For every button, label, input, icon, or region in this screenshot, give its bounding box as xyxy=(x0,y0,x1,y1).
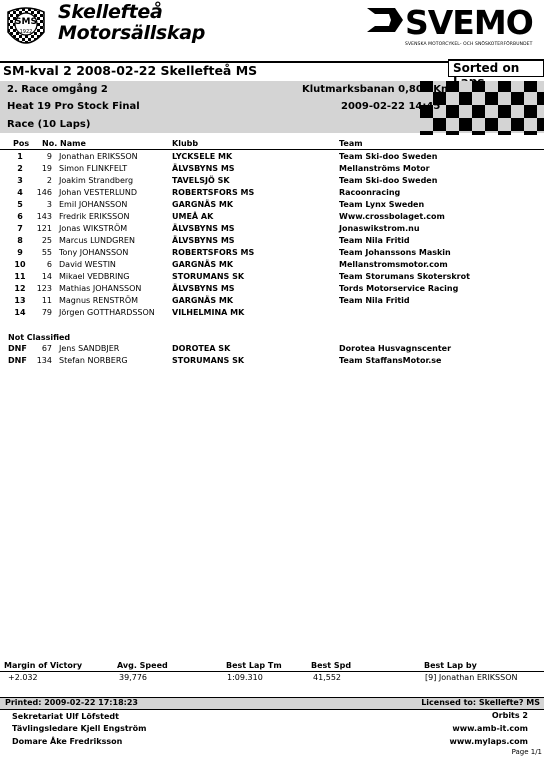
row-club: ÄLVSBYNS MS xyxy=(172,224,235,233)
row-team: Mellanstromsmotor.com xyxy=(339,260,448,269)
not-classified-title: Not Classified xyxy=(8,333,71,342)
row-club: STORUMANS SK xyxy=(172,356,245,365)
row-club: ROBERTSFORS MS xyxy=(172,188,255,197)
club-logo-year: 1922 xyxy=(19,29,33,35)
row-team: Team Lynx Sweden xyxy=(339,200,425,209)
row-team: Team Nila Fritid xyxy=(339,296,410,305)
table-row xyxy=(0,356,544,368)
row-pos: 7 xyxy=(17,224,23,233)
row-pos: 3 xyxy=(17,176,23,185)
checker-square xyxy=(459,118,472,131)
row-number: 67 xyxy=(41,344,52,353)
row-driver-name: Joakim Strandberg xyxy=(59,176,134,185)
best-spd-label: Best Spd xyxy=(311,661,352,670)
row-team: Racoonracing xyxy=(339,188,401,197)
checker-square xyxy=(485,92,498,105)
table-row xyxy=(0,200,544,212)
table-row xyxy=(0,164,544,176)
row-club: GARGNÄS MK xyxy=(172,260,234,269)
table-row xyxy=(0,224,544,236)
row-number: 121 xyxy=(36,224,52,233)
row-pos: 11 xyxy=(14,272,26,281)
row-pos: DNF xyxy=(8,344,27,353)
row-driver-name: Tony JOHANSSON xyxy=(59,248,129,257)
row-club: ROBERTSFORS MS xyxy=(172,248,255,257)
col-club: Klubb xyxy=(172,139,199,148)
row-number: 14 xyxy=(41,272,52,281)
row-driver-name: Jonas WIKSTRÖM xyxy=(59,224,128,233)
track-name: Klutmarksbanan 0,800 Km xyxy=(302,84,452,95)
amb-link[interactable]: www.amb-it.com xyxy=(452,724,528,733)
row-number: 146 xyxy=(36,188,52,197)
checker-square xyxy=(446,105,459,118)
checker-square xyxy=(459,92,472,105)
avg-speed-label: Avg. Speed xyxy=(117,661,168,670)
best-lap-label: Best Lap Tm xyxy=(226,661,282,670)
row-team: Tords Motorservice Racing xyxy=(339,284,459,293)
row-club: GARGNÄS MK xyxy=(172,296,234,305)
sorted-label: Sorted on xyxy=(453,61,520,75)
row-team: Team StaffansMotor.se xyxy=(339,356,442,365)
row-club: GARGNÄS MK xyxy=(172,200,234,209)
row-pos: 6 xyxy=(17,212,23,221)
row-driver-name: Fredrik ERIKSSON xyxy=(59,212,130,221)
row-number: 79 xyxy=(41,308,52,317)
row-pos: 12 xyxy=(14,284,26,293)
row-team: Team Nila Fritid xyxy=(339,236,410,245)
row-pos: 9 xyxy=(17,248,23,257)
domare: Domare Åke Fredriksson xyxy=(12,737,123,746)
checker-square xyxy=(420,131,433,135)
checker-square xyxy=(485,118,498,131)
best-lap-by-value: [9] Jonathan ERIKSSON xyxy=(425,673,518,682)
row-team: Team Storumans Skoterskrot xyxy=(339,272,470,281)
race-laps: Race (10 Laps) xyxy=(7,119,91,130)
avg-speed-value: 39,776 xyxy=(119,673,147,682)
row-number: 9 xyxy=(46,152,52,161)
row-club: STORUMANS SK xyxy=(172,272,245,281)
table-row xyxy=(0,260,544,272)
checker-square xyxy=(446,131,459,135)
row-club: UMEÅ AK xyxy=(172,212,214,221)
row-pos: 4 xyxy=(17,188,23,197)
row-team: Jonaswikstrom.nu xyxy=(339,224,420,233)
row-number: 134 xyxy=(36,356,52,365)
row-driver-name: Johan VESTERLUND xyxy=(59,188,138,197)
row-pos: 13 xyxy=(14,296,26,305)
club-logo xyxy=(4,2,48,54)
row-driver-name: Jörgen GOTTHARDSSON xyxy=(59,308,155,317)
checker-square xyxy=(472,81,485,92)
page-number: Page 1/1 xyxy=(511,748,542,756)
checker-square xyxy=(537,92,544,105)
col-pos: Pos xyxy=(13,139,30,148)
row-pos: 1 xyxy=(17,152,23,161)
row-club: ÄLVSBYNS MS xyxy=(172,164,235,173)
checker-square xyxy=(472,105,485,118)
row-driver-name: Mathias JOHANSSON xyxy=(59,284,142,293)
row-club: ÄLVSBYNS MS xyxy=(172,284,235,293)
checker-square xyxy=(498,105,511,118)
mylaps-link[interactable]: www.mylaps.com xyxy=(449,737,528,746)
checker-square xyxy=(433,118,446,131)
row-driver-name: Stefan NORBERG xyxy=(59,356,128,365)
row-driver-name: Marcus LUNDGREN xyxy=(59,236,135,245)
row-number: 143 xyxy=(36,212,52,221)
tavlingsledare: Tävlingsledare Kjell Engström xyxy=(12,724,147,733)
row-club: TAVELSJÖ SK xyxy=(172,176,230,185)
row-club: DOROTEA SK xyxy=(172,344,231,353)
table-row xyxy=(0,284,544,296)
row-pos: 8 xyxy=(17,236,23,245)
row-number: 11 xyxy=(41,296,52,305)
row-team: Team Ski-doo Sweden xyxy=(339,152,438,161)
checker-square xyxy=(524,105,537,118)
licensed-to: Licensed to: Skellefte? MS xyxy=(421,698,540,707)
row-team: Team Ski-doo Sweden xyxy=(339,176,438,185)
row-club: LYCKSELE MK xyxy=(172,152,233,161)
row-team: Team Johanssons Maskin xyxy=(339,248,451,257)
row-driver-name: Jonathan ERIKSSON xyxy=(59,152,138,161)
row-driver-name: Magnus RENSTRÖM xyxy=(59,296,139,305)
row-number: 2 xyxy=(46,176,52,185)
checker-square xyxy=(498,131,511,135)
row-team: Mellanströms Motor xyxy=(339,164,430,173)
event-title: SM-kval 2 2008-02-22 Skellefteå MS xyxy=(3,63,258,78)
row-pos: 10 xyxy=(14,260,26,269)
margin-value: +2.032 xyxy=(8,673,38,682)
row-team: Dorotea Husvagnscenter xyxy=(339,344,452,353)
race-round: 2. Race omgång 2 xyxy=(7,84,108,95)
club-name-line1: Skellefteå xyxy=(58,1,163,23)
row-number: 55 xyxy=(41,248,52,257)
race-datetime: 2009-02-22 14:45 xyxy=(341,101,441,112)
table-row xyxy=(0,308,544,320)
best-lap-value: 1:09.310 xyxy=(227,673,263,682)
row-number: 6 xyxy=(46,260,52,269)
col-no-name: No. Name xyxy=(42,139,86,148)
table-row xyxy=(0,188,544,200)
row-driver-name: Jens SANDBJER xyxy=(59,344,120,353)
checker-square xyxy=(524,81,537,92)
margin-label: Margin of Victory xyxy=(4,661,83,670)
table-row xyxy=(0,248,544,260)
table-row xyxy=(0,236,544,248)
sekretariat: Sekretariat Ulf Löfstedt xyxy=(12,712,119,721)
table-row xyxy=(0,176,544,188)
svemo-subtitle: SVENSKA MOTORCYKEL- OCH SNÖSKOTERFÖRBUNDET xyxy=(405,42,533,47)
club-name-line2: Motorsällskap xyxy=(58,22,206,44)
printed-timestamp: Printed: 2009-02-22 17:18:23 xyxy=(5,698,138,707)
checker-square xyxy=(511,118,524,131)
row-pos: 2 xyxy=(17,164,23,173)
checker-square xyxy=(511,92,524,105)
table-row xyxy=(0,344,544,356)
row-pos: 5 xyxy=(17,200,23,209)
row-number: 3 xyxy=(46,200,52,209)
svemo-wordmark: SVEMO xyxy=(405,3,533,42)
col-team: Team xyxy=(339,139,363,148)
checker-square xyxy=(472,131,485,135)
club-name xyxy=(58,2,205,44)
table-row xyxy=(0,212,544,224)
checker-square xyxy=(498,81,511,92)
row-driver-name: Mikael VEDBRING xyxy=(59,272,130,281)
row-number: 123 xyxy=(36,284,52,293)
row-team: Www.crossbolaget.com xyxy=(339,212,445,221)
stats-rule xyxy=(0,671,544,672)
best-spd-value: 41,552 xyxy=(313,673,341,682)
row-pos: 14 xyxy=(14,308,26,317)
row-pos: DNF xyxy=(8,356,27,365)
orbits-version: Orbits 2 xyxy=(491,711,528,720)
row-club: VILHELMINA MK xyxy=(172,308,245,317)
heat-name: Heat 19 Pro Stock Final xyxy=(7,101,140,112)
row-driver-name: Emil JOHANSSON xyxy=(59,200,128,209)
table-row xyxy=(0,272,544,284)
best-lap-by-label: Best Lap by xyxy=(424,661,477,670)
checker-square xyxy=(524,131,537,135)
row-number: 25 xyxy=(41,236,52,245)
table-row xyxy=(0,152,544,164)
header-rule xyxy=(0,149,544,150)
row-club: ÄLVSBYNS MS xyxy=(172,236,235,245)
table-row xyxy=(0,296,544,308)
row-driver-name: David WESTIN xyxy=(59,260,116,269)
checker-square xyxy=(537,118,544,131)
club-logo-text: SMS xyxy=(15,17,37,27)
row-number: 19 xyxy=(41,164,52,173)
row-driver-name: Simon FLINKFELT xyxy=(59,164,128,173)
